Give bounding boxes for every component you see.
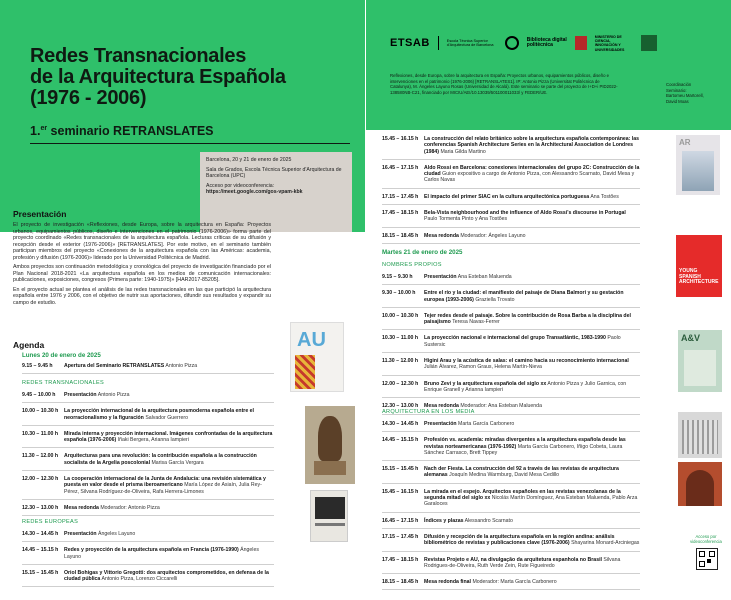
schedule-row [382, 194, 640, 205]
digital-library-logo: Biblioteca digital politècnica [526, 36, 567, 49]
schedule-row [22, 505, 274, 516]
coordination [666, 82, 704, 104]
event-venue: Sala de Grados, Escola Técnica Superior d'Arquitectura de Barcelona (UPC) [206, 166, 342, 180]
session-speakers: Moderador: Ángeles Layuno [460, 232, 526, 239]
book-cover-ciudad [310, 490, 348, 542]
session-desc [424, 313, 640, 326]
etsab-logo: ETSAB [390, 37, 430, 50]
session-title: Aldo Rossi en Barcelona: conexiones internacionales del grupo 2C: Construcción de la ciudad [424, 164, 640, 178]
coordination-label: Coordinación [666, 82, 692, 87]
session-time: 15.45 – 16.15 h [382, 488, 419, 495]
session-speakers: Graziella Trovato [475, 296, 515, 303]
session-speakers: Ángeles Layuno [64, 547, 259, 560]
logo-divider [438, 36, 439, 50]
session-speakers: Moderador: Ana Esteban Maluenda [460, 403, 542, 410]
session-desc [424, 489, 640, 508]
session-speakers: Moderador: Marta García Carbonero [472, 579, 557, 586]
session-title: Mesa redonda [64, 504, 99, 511]
session-speakers: Antonio Pizza [97, 392, 130, 398]
title-line-1: Redes Transnacionales [30, 45, 247, 67]
section-redes-europeas: REDES EUROPEAS [22, 519, 79, 525]
etsab-subtitle: Escola Tècnica Superior d'Arquitectura de Barcelona [446, 38, 494, 48]
session-time: 17.45 – 18.15 h [382, 210, 419, 217]
session-title: Redes y proyección de la arquitectura española en Francia (1976-1990) [64, 547, 239, 554]
schedule-row [382, 335, 640, 353]
qr-label: Acceso por videoconferencia [690, 534, 722, 544]
session-title: La proyección internacional de la arquitectura posmoderna española entre el neorracionalismo y la figuración [64, 408, 254, 421]
session-desc [424, 421, 640, 427]
day2-heading: Martes 21 de enero de 2025 [382, 249, 463, 256]
session-speakers: Maria Gilda Martino [440, 148, 486, 155]
session-desc [64, 476, 274, 495]
schedule-row [382, 313, 640, 331]
session-time: 16.45 – 17.15 h [382, 164, 419, 171]
building-photo [678, 412, 722, 458]
schedule-row [382, 466, 640, 484]
session-time: 18.15 – 18.45 h [382, 579, 419, 586]
session-speakers: Alessandro Scarnato [464, 517, 513, 524]
magazine-cover-au: AU [290, 322, 344, 392]
opening-block [22, 363, 274, 379]
schedule-block-3 [382, 136, 640, 249]
session-speakers: Ana Tostões [590, 193, 619, 200]
presentation-paragraph: Ambos proyectos son continuación metodológica y cronológica del proyecto de investigación financiado por el Plan Nacional 2018-2021 «La arquitectura española en los medios de comunicación internacionales: publicaciones, exposiciones, congresos (Primera parte: 1940-1975)» [HAR2017-85205]. [13, 264, 271, 283]
session-time: 14.30 – 14.45 h [382, 421, 419, 427]
session-title: Profesión vs. academia: miradas divergentes a la arquitectura española desde las revistas norteamericanas (1976-1992) [424, 437, 626, 450]
presentation-paragraph: En el proyecto actual se plantea el análisis de las redes transnacionales en las que participó la arquitectura española entre 1976 y 2006, con el objetivo de nutrir sus aportaciones, difundir sus resultados y expandir su campo de estudio. [13, 286, 271, 306]
coordination-label: Seminario: [666, 87, 687, 93]
session-title: La proyección nacional e internacional del grupo Transatlántic, 1983-1990 [424, 335, 606, 342]
session-desc [424, 233, 640, 239]
session-title: El impacto del primer SIAC en la cultura arquitectónica portuguesa [424, 193, 590, 200]
session-speakers: Silvana Rodrigues-de-Oliveira, Ruth Verde Zein, Rute Figueiredo [424, 556, 621, 569]
schedule-row [382, 233, 640, 244]
session-time: 17.45 – 18.15 h [382, 556, 419, 563]
session-title: La construcción del relato británico sobre la arquitectura española contemporánea: las conferencias Spanish Architecture Series en la Architectural Association de Londres (1984) [424, 136, 640, 155]
session-time: 10.00 – 10.30 h [22, 408, 59, 415]
session-desc [424, 136, 640, 155]
schedule-row [22, 570, 274, 588]
schedule-block-4 [382, 274, 640, 420]
session-title: Apertura del Seminario RETRANSLATES [64, 363, 165, 369]
video-label: Acceso por videoconferencia: [206, 182, 275, 189]
presentation-paragraph: El proyecto de investigación «Reflexiones, desde Europa, sobre la arquitectura en España: Proyectos urbanos, equipamientos públicos, diseño e intervenciones en el patrimonio (1976-2006)» forma parte del proyecto coordinado «Redes transnacionales de la arquitectura española. Lecturas críticas de su difusión y recepción desde el exterior (1976-2006)» [RETRANSLATES]. Por este motivo, en el seminario también participan miembros del proyecto «Conexiones de la arquitectura española con las Américas: academia, profesión y difusión (1976-2006)» liderado por la Universidad Politécnica de Madrid. [13, 222, 271, 261]
session-time: 10.30 – 11.00 h [22, 430, 59, 437]
session-title: Mesa redonda [424, 403, 459, 410]
session-title: Higini Arau y la acústica de salas: el camino hacia su reconocimiento internacional [424, 358, 629, 365]
session-time: 14.45 – 15.15 h [382, 437, 419, 444]
session-title: Mesa redonda final [424, 579, 471, 586]
section-arquitectura-media: ARQUITECTURA EN LOS MEDIA [382, 409, 475, 415]
schedule-row [22, 431, 274, 449]
session-desc [424, 290, 640, 303]
session-time: 18.15 – 18.45 h [382, 232, 419, 239]
session-time: 12.00 – 12.30 h [382, 380, 419, 387]
session-title: Revistas Projeto e AU, na divulgação da arquitetura espanhola no Brasil [424, 556, 602, 563]
session-desc [424, 210, 640, 223]
session-title: Mirada interna y proyección internacional. Imágenes confrontadas de la arquitectura española (1976-2006) [64, 430, 273, 444]
session-title: Presentación [424, 421, 457, 427]
session-desc [424, 579, 640, 585]
session-speakers: Paolo Sustersic [424, 335, 621, 348]
session-speakers: Marisa García Vergara [151, 459, 204, 466]
session-title: Presentación [64, 392, 97, 398]
session-desc [64, 505, 274, 511]
session-title: La cooperación internacional de la Junta de Andalucía: una revisión sistemática y puesta en valor desde el prisma iberoamericano [64, 476, 266, 489]
session-time: 11.30 – 12.00 h [22, 453, 59, 460]
schedule-row [22, 408, 274, 426]
session-desc [64, 453, 274, 466]
schedule-row [22, 476, 274, 500]
schedule-row [382, 534, 640, 552]
session-speakers: Nicolás Martín Domínguez, Ana Esteban Maluenda, Pablo Arza Garaloces [424, 495, 638, 508]
session-desc [64, 408, 274, 421]
session-desc [424, 466, 640, 479]
day1-heading: Lunes 20 de enero de 2025 [22, 352, 101, 359]
session-title: Tejer redes desde el paisaje. Sobre la contribución de Rosa Barba a la disciplina del paisajismo [424, 312, 631, 326]
schedule-block-1 [22, 392, 274, 521]
seminar-subtitle [30, 124, 214, 138]
schedule-row [382, 489, 640, 513]
session-time: 11.30 – 12.00 h [382, 358, 419, 365]
session-title: Difusión y recepción de la arquitectura española en la región andina: análisis bibliométrico de revistas y publicaciones clave (1976-2006) [424, 533, 615, 547]
session-speakers: Guion expositivo a cargo de Antonio Pizza, con Alessandro Scarnato, David Mesa y Carlos Navas [424, 171, 635, 184]
session-time: 9.45 – 10.00 h [22, 392, 56, 398]
session-title: Índices y plazas [424, 517, 464, 524]
schedule-row [22, 547, 274, 565]
schedule-row [382, 421, 640, 432]
ministry-logo: MINISTERIO DE CIENCIA, INNOVACIÓN Y UNIVERSIDADES [594, 35, 625, 52]
session-time: 15.45 – 16.15 h [382, 136, 419, 142]
session-time: 9.30 – 10.00 h [382, 290, 416, 297]
schedule-row [382, 358, 640, 376]
session-desc [424, 381, 640, 394]
session-desc [424, 335, 640, 348]
schedule-row [382, 518, 640, 529]
session-desc [424, 437, 640, 456]
session-title: Presentación [64, 531, 97, 537]
title-line-3: (1976 - 2006) [30, 87, 147, 109]
session-desc [64, 547, 274, 560]
schedule-row [382, 136, 640, 160]
subtitle-main: seminario RETRANSLATES [47, 124, 214, 138]
video-link[interactable]: https://meet.google.com/gos-vpam-kbk [206, 189, 303, 196]
session-desc [424, 274, 640, 280]
architectural-review-cover: AR [676, 135, 720, 195]
session-title: Bruno Zevi y la arquitectura española del siglo xx [424, 380, 547, 387]
session-time: 9.15 – 9.45 h [22, 363, 53, 369]
subtitle-sup: er [40, 124, 48, 132]
agenda-heading: Agenda [13, 340, 45, 350]
session-speakers: Paulo Tormenta Pinto y Ana Tostões [424, 216, 508, 223]
session-time: 15.15 – 15.45 h [382, 466, 419, 473]
session-time: 17.15 – 17.45 h [382, 533, 419, 540]
left-page [0, 0, 365, 600]
event-date: Barcelona, 20 y 21 de enero de 2025 [206, 157, 292, 163]
session-speakers: Antonio Pizza [165, 363, 198, 369]
session-title: Arquitecturas para una revolución: la contribución española a la construcción socialista de la Argelia poscolonial [64, 453, 257, 466]
eu-flag-icon [641, 35, 657, 51]
schedule-row [22, 531, 274, 542]
session-speakers: Salvador Guerrero [145, 414, 188, 421]
session-title: Entre el río y la ciudad: el manifiesto del paisaje de Diana Balmori y su gestación europea (1993-2006) [424, 290, 624, 303]
session-title: La mirada en el espejo. Arquitectos españoles en las revistas venezolanas de la segunda mitad del siglo xx [424, 488, 621, 502]
funding-note: Reflexiones, desde Europa, sobre la arquitectura en España: Proyectos urbanos, equipamientos públicos, diseño e intervenciones en el patrimonio (1976-2006) [RETRANSLATES1]. IP: Antonio Pizza (Universitat Politècnica de Catalunya), M. Ángeles Layuno Rosas (Universidad de Alcalá). Este seminario se parte del proyecto de I+D+i PID2022-138580NB-C21, financiado por MICIU/AEI/10.13039/501100011033/ y FEDER/UE. [390, 73, 618, 95]
session-title: Presentación [424, 274, 457, 280]
session-time: 15.15 – 15.45 h [22, 569, 59, 576]
section-nombres-propios: NOMBRES PROPIOS [382, 262, 442, 268]
session-time: 12.00 – 12.30 h [22, 476, 59, 483]
schedule-row [22, 453, 274, 471]
session-speakers: Iñaki Bergera, Arianna Iampieri [117, 437, 189, 444]
session-speakers: Antonio Pizza, Lorenzo Ciccarelli [101, 576, 178, 583]
session-time: 12.30 – 13.00 h [22, 504, 59, 511]
session-speakers: María López de Asiaín, Julia Rey-Pérez, Silvana Rodríguez-de-Oliveira, Rafa Herrera-Limones [64, 482, 262, 495]
logo-bar [390, 35, 657, 52]
session-time: 16.45 – 17.15 h [382, 517, 419, 524]
schedule-block-2 [22, 531, 274, 592]
title-divider [30, 143, 350, 144]
session-time: 14.45 – 15.15 h [22, 547, 59, 554]
session-desc [424, 165, 640, 184]
session-desc [424, 358, 640, 371]
schedule-row [382, 165, 640, 189]
session-time: 10.00 – 10.30 h [382, 312, 419, 319]
session-title: Nach der Fiesta. La construcción del 92 a través de las revistas de arquitectura alemanas [424, 466, 619, 479]
session-speakers: Teresa Navas-Ferrer [452, 319, 500, 326]
session-speakers: Ana Esteban Maluenda [457, 274, 512, 280]
coordinator-name: Bartomeu Martorell, [666, 93, 704, 98]
session-desc [424, 518, 640, 524]
session-desc [64, 570, 274, 583]
sculpture-photo [305, 406, 355, 484]
schedule-row [382, 381, 640, 399]
schedule-block-5 [382, 421, 640, 595]
session-desc [424, 534, 640, 547]
session-speakers: Shayarina Monard-Arciniegas [571, 540, 640, 547]
schedule-row [22, 363, 274, 374]
session-speakers: Antonio Pizza y Julio Garnica, con Enrique Granell y Arianna Iampieri [424, 380, 627, 393]
session-desc [424, 194, 640, 200]
session-desc [64, 392, 274, 398]
schedule-row [382, 290, 640, 308]
presentation-text [13, 222, 271, 309]
schedule-row [382, 437, 640, 461]
schedule-row [382, 274, 640, 285]
a-and-v-cover: A&V [678, 330, 722, 392]
title-line-2: de la Arquitectura Española [30, 66, 286, 88]
session-time: 12.30 – 13.00 h [382, 403, 419, 410]
brick-arch-photo [678, 462, 722, 506]
session-desc [64, 431, 274, 444]
qr-code[interactable] [696, 548, 718, 570]
session-desc [424, 557, 640, 570]
schedule-row [382, 210, 640, 228]
schedule-row [382, 579, 640, 590]
coordinator-name: David Moas [666, 98, 689, 104]
crest-icon [575, 36, 587, 50]
subtitle-ordinal: 1. [30, 124, 41, 138]
session-speakers: Moderador: Antonio Pizza [100, 504, 160, 511]
presentation-heading: Presentación [13, 209, 67, 219]
young-spanish-architecture-cover: YOUNG SPANISH ARCHITECTURE [676, 235, 722, 297]
upc-icon [505, 36, 519, 50]
session-speakers: Joaquín Medina Warmburg, David Mesa Cedillo [449, 472, 560, 479]
schedule-row [382, 557, 640, 575]
info-box [200, 152, 352, 232]
session-desc [64, 531, 274, 537]
session-desc [64, 363, 274, 369]
green-header-right [366, 0, 731, 130]
session-time: 10.30 – 11.00 h [382, 335, 419, 342]
session-speakers: Marta García Carbonero [458, 421, 515, 427]
page-title [30, 46, 350, 109]
session-title: Mesa redonda [424, 232, 459, 239]
schedule-row [22, 392, 274, 403]
section-redes-transnacionales: REDES TRANSNACIONALES [22, 380, 105, 386]
session-time: 9.15 – 9.30 h [382, 274, 413, 280]
session-title: Oriol Bohigas y Vittorio Gregotti: dos arquitectos comprometidos, en defensa de la ciudad pública [64, 569, 269, 583]
session-speakers: Ángeles Layuno [98, 531, 136, 537]
session-speakers: Julián Álvarez, Ramon Graus, Helena Martín-Nieva [424, 364, 542, 371]
right-page [366, 0, 731, 600]
session-title: Bela-Vista neighbourhood and the influence of Aldo Rossi's discourse in Portugal [424, 210, 626, 217]
session-speakers: Marta García Carbonero, Iñigo Cobeta, Laura Sánchez Carrasco, Brett Tippey [424, 443, 623, 456]
session-time: 14.30 – 14.45 h [22, 531, 59, 537]
session-time: 17.15 – 17.45 h [382, 193, 419, 200]
